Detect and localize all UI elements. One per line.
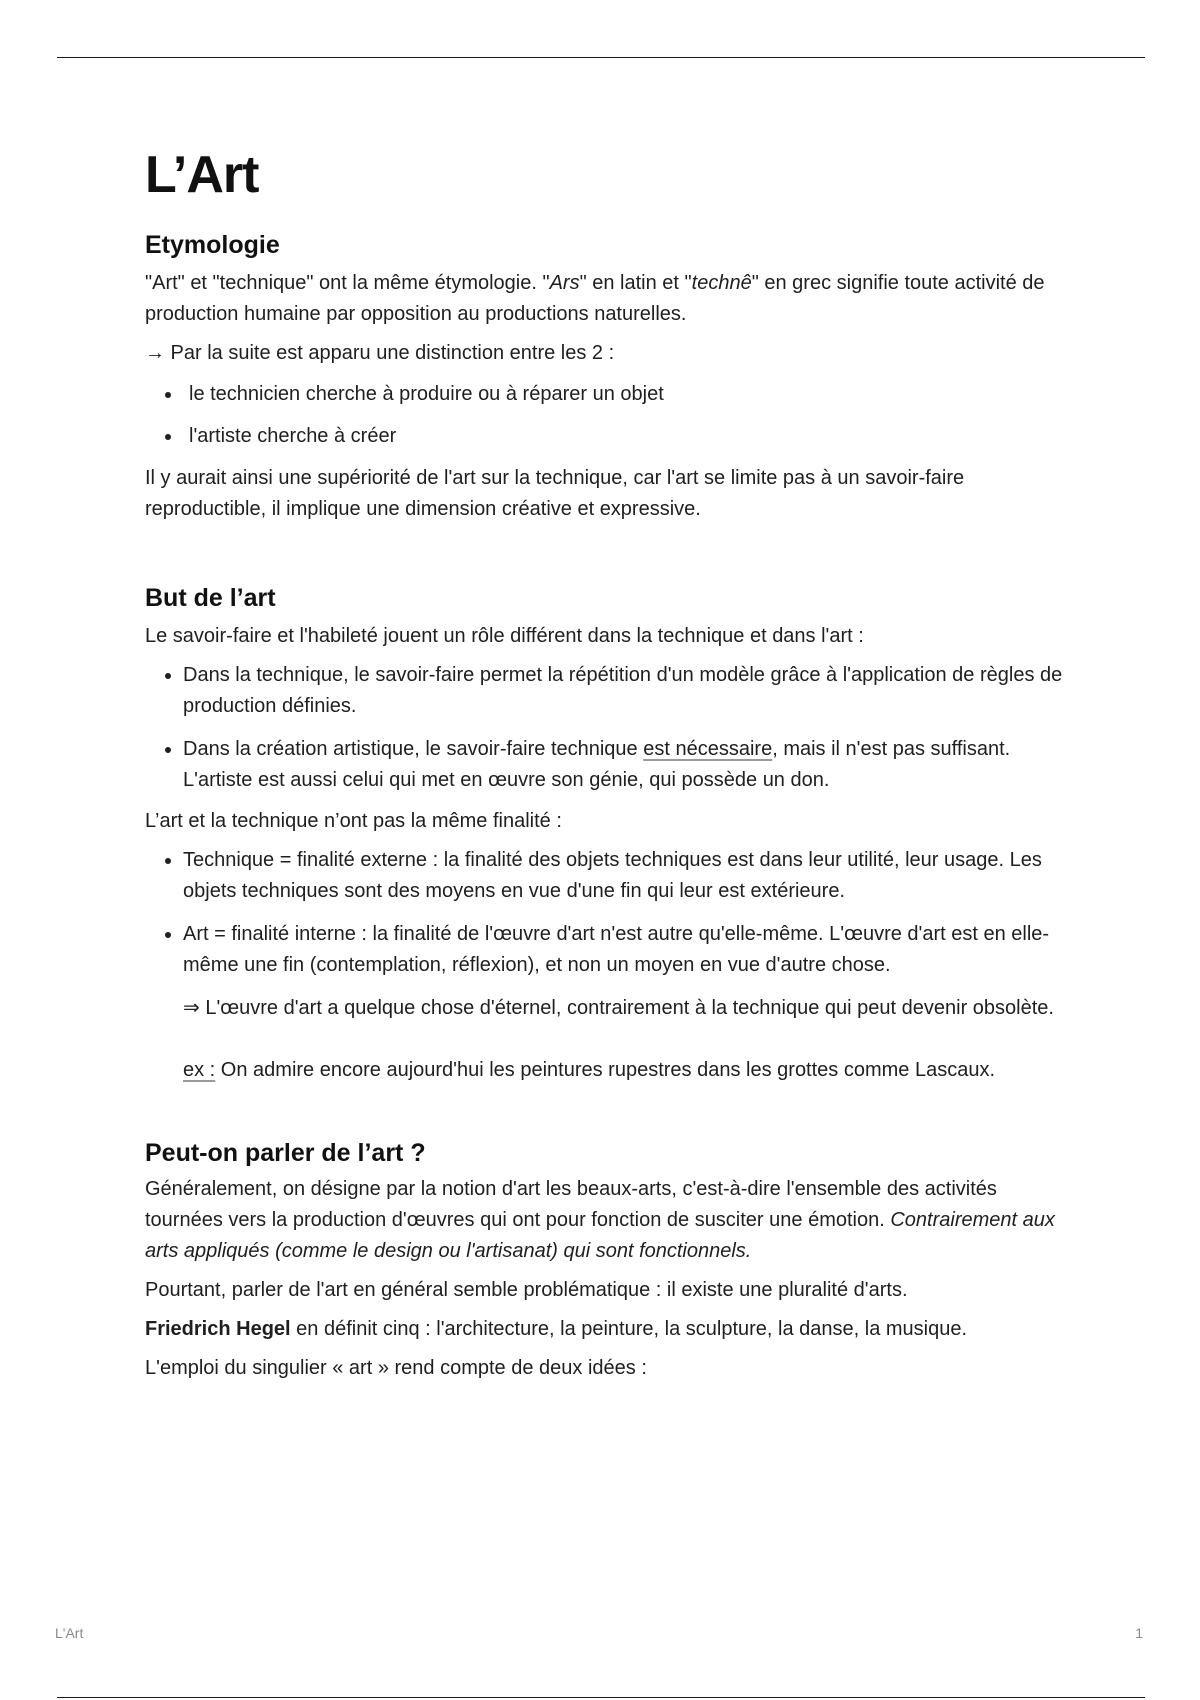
etymologie-paragraph-3: Il y aurait ainsi une supériorité de l'art sur la technique, car l'art se limite pas à un savoir-faire reproductible, il implique une dimension créative et expressive. [145, 467, 965, 520]
etymologie-list [145, 379, 1065, 452]
etymologie-paragraph-1: "Art" et "technique" ont la même étymologie. "Ars" en latin et "technê" en grec signifie toute activité de production humaine par opposition au productions naturelles. [145, 272, 1045, 325]
top-rule [57, 57, 1145, 58]
parler-paragraph-2: Pourtant, parler de l'art en général semble problématique : il existe une pluralité d'arts. [145, 1279, 908, 1301]
list-item: • l'artiste cherche à créer [183, 421, 1065, 452]
parler-paragraph-1: Généralement, on désigne par la notion d'art les beaux-arts, c'est-à-dire l'ensemble des activités tournées vers la production d'œuvres qui ont pour fonction de susciter une émotion. Contrairement aux arts appliqués (comme le design ou l'artisanat) qui sont fonctionnels. [145, 1178, 1055, 1262]
heading-but: But de l’art [145, 584, 276, 612]
section-but [145, 581, 1065, 1086]
heading-parler: Peut-on parler de l’art ? [145, 1139, 426, 1167]
list-item: • Technique = finalité externe : la finalité des objets techniques est dans leur utilité, leur usage. Les objets techniques sont des moyens en vue d'une fin qui leur est extérieure. [183, 845, 1065, 907]
but-list-1 [145, 660, 1065, 796]
section-parler [145, 1136, 1065, 1384]
list-item: • le technicien cherche à produire ou à réparer un objet [183, 379, 1065, 410]
example-label: ex : [183, 1059, 216, 1081]
list-item: • Dans la technique, le savoir-faire permet la répétition d'un modèle grâce à l'application de règles de production définies. [183, 660, 1065, 722]
heading-etymologie: Etymologie [145, 231, 280, 259]
but-list-2 [145, 845, 1065, 1086]
section-etymologie [145, 228, 1065, 525]
page-number: 1 [1135, 1625, 1143, 1641]
page-title: L’Art [145, 146, 259, 204]
parler-paragraph-4: L'emploi du singulier « art » rend compte de deux idées : [145, 1357, 647, 1379]
list-item: • Dans la création artistique, le savoir-faire technique est nécessaire, mais il n'est pas suffisant. L'artiste est aussi celui qui met en œuvre son génie, qui possède un don. [183, 734, 1065, 796]
but-paragraph-1: Le savoir-faire et l'habileté jouent un rôle différent dans la technique et dans l'art : [145, 625, 864, 647]
example-text: ex : On admire encore aujourd'hui les peintures rupestres dans les grottes comme Lascaux. [183, 1059, 996, 1081]
etymologie-paragraph-2: → Par la suite est apparu une distinction entre les 2 : [145, 342, 615, 364]
conclusion-text: ⇒ L'œuvre d'art a quelque chose d'éternel, contrairement à la technique qui peut devenir obsolète. [183, 997, 1054, 1019]
footer-title: L'Art [55, 1625, 84, 1641]
underlined-text: est nécessaire [643, 738, 773, 760]
list-item: • Art = finalité interne : la finalité de l'œuvre d'art n'est autre qu'elle-même. L'œuvre d'art est en elle-même une fin (contemplation, réflexion), et non un moyen en vue d'autre chose. ⇒ L'œuvre d'art a quelque chose d'éternel, contrairement à la technique qui peut devenir obsolète. ex : On admire encore aujourd'hui les peintures rupestres dans les grottes comme Lascaux. [183, 919, 1065, 1086]
but-paragraph-2: L’art et la technique n’ont pas la même finalité : [145, 810, 562, 832]
bottom-rule [57, 1697, 1145, 1698]
document-body [145, 140, 1065, 1384]
parler-paragraph-3: Friedrich Hegel en définit cinq : l'architecture, la peinture, la sculpture, la danse, la musique. [145, 1318, 968, 1340]
